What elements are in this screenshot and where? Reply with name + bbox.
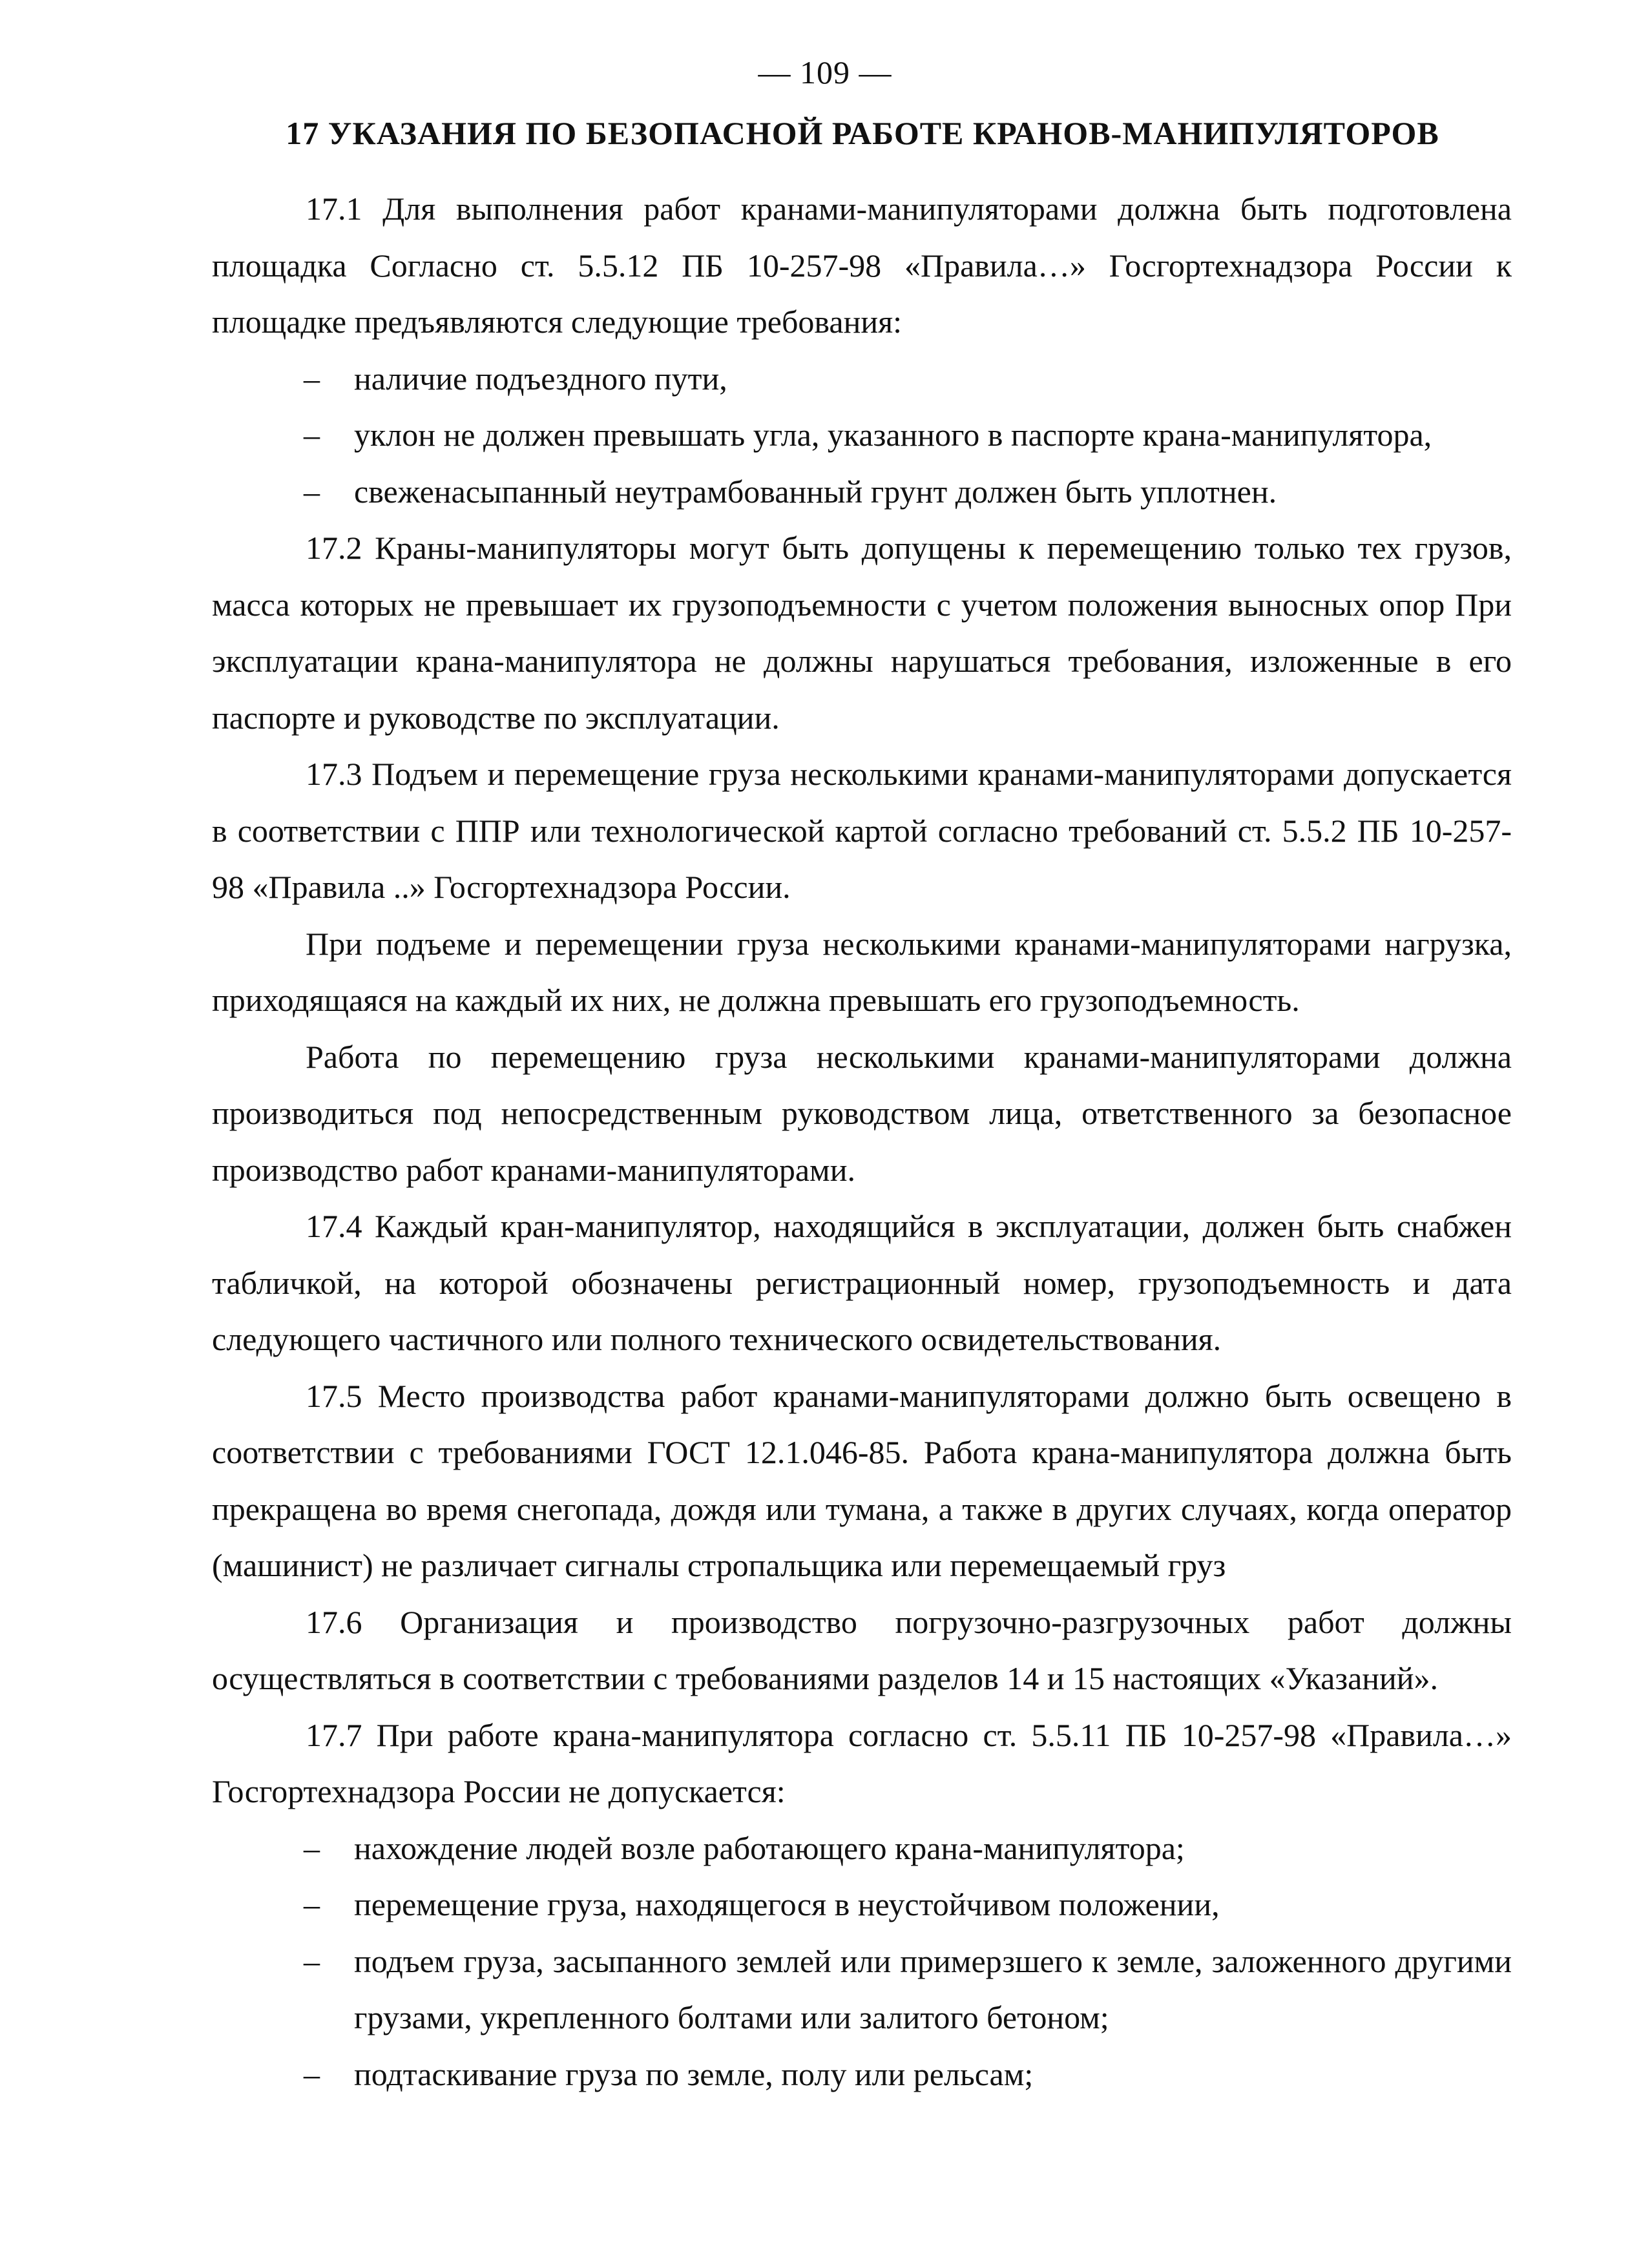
dash-marker: – bbox=[304, 1942, 320, 1979]
list-item bbox=[212, 1933, 1512, 2046]
list-item-text: наличие подъездного пути, bbox=[354, 360, 727, 397]
dash-marker: – bbox=[304, 2055, 320, 2092]
list-item-text: уклон не должен превышать угла, указанного в паспорте крана-манипулятора, bbox=[354, 417, 1432, 453]
page-number: — 109 — bbox=[758, 54, 892, 90]
list-item-text: нахождение людей возле работающего крана-манипулятора; bbox=[354, 1829, 1185, 1866]
list-item bbox=[212, 351, 1512, 408]
section-title: 17 УКАЗАНИЯ ПО БЕЗОПАСНОЙ РАБОТЕ КРАНОВ-МАНИПУЛЯТОРОВ bbox=[286, 115, 1439, 151]
list-item bbox=[212, 407, 1512, 464]
paragraph-17-5: 17.5 Место производства работ кранами-манипуляторами должно быть освещено в соответствии с требованиями ГОСТ 12.1.046-85. Работа крана-манипулятора должна быть прекращена во время снегопада, дождя или тумана, а также в других случаях, когда оператор (машинист) не различает сигналы стропальщика или перемещаемый груз bbox=[212, 1377, 1512, 1583]
list-item-text: свеженасыпанный неутрамбованный грунт должен быть уплотнен. bbox=[354, 473, 1277, 510]
paragraph-17-3-load: При подъеме и перемещении груза несколькими кранами-манипуляторами нагрузка, приходящаяся на каждый их них, не должна превышать его грузоподъемность. bbox=[212, 925, 1512, 1018]
dash-marker: – bbox=[304, 473, 320, 510]
paragraph-17-3: 17.3 Подъем и перемещение груза несколькими кранами-манипуляторами допускается в соответствии с ППР или технологической картой согласно требований ст. 5.5.2 ПБ 10-257-98 «Правила ..» Госгортехнадзора России. bbox=[212, 756, 1512, 905]
list-item bbox=[212, 1877, 1512, 1933]
paragraph-17-3-supervision: Работа по перемещению груза несколькими кранами-манипуляторами должна производиться под непосредственным руководством лица, ответственного за безопасное производство работ кранами-манипуляторами. bbox=[212, 1038, 1512, 1188]
paragraph-17-2: 17.2 Краны-манипуляторы могут быть допущены к перемещению только тех грузов, масса которых не превышает их грузоподъемности с учетом положения выносных опор При эксплуатации крана-манипулятора не должны нарушаться требования, изложенные в его паспорте и руководстве по эксплуатации. bbox=[212, 530, 1512, 736]
list-item-text: подъем груза, засыпанного землей или примерзшего к земле, заложенного другими грузами, укрепленного болтами или залитого бетоном; bbox=[354, 1942, 1512, 2035]
list-item-text: перемещение груза, находящегося в неустойчивом положении, bbox=[354, 1886, 1220, 1922]
dash-marker: – bbox=[304, 417, 320, 453]
paragraph-17-4: 17.4 Каждый кран-манипулятор, находящийся в эксплуатации, должен быть снабжен табличкой, на которой обозначены регистрационный номер, грузоподъемность и дата следующего частичного или полного технического освидетельствования. bbox=[212, 1208, 1512, 1357]
dash-marker: – bbox=[304, 360, 320, 397]
body-text bbox=[212, 181, 1512, 2103]
paragraph-17-1: 17.1 Для выполнения работ кранами-манипуляторами должна быть подготовлена площадка Согласно ст. 5.5.12 ПБ 10-257-98 «Правила…» Госгортехнадзора России к площадке предъявляются следующие требования: bbox=[212, 191, 1512, 340]
paragraph-17-6: 17.6 Организация и производство погрузочно-разгрузочных работ должны осуществляться в соответствии с требованиями разделов 14 и 15 настоящих «Указаний». bbox=[212, 1603, 1512, 1696]
dash-marker: – bbox=[304, 1886, 320, 1922]
list-item-text: подтаскивание груза по земле, полу или рельсам; bbox=[354, 2055, 1034, 2092]
dash-marker: – bbox=[304, 1829, 320, 1866]
list-item bbox=[212, 1820, 1512, 1877]
paragraph-17-7: 17.7 При работе крана-манипулятора согласно ст. 5.5.11 ПБ 10-257-98 «Правила…» Госгортехнадзора России не допускается: bbox=[212, 1716, 1512, 1809]
list-item bbox=[212, 464, 1512, 521]
list-item bbox=[212, 2046, 1512, 2103]
